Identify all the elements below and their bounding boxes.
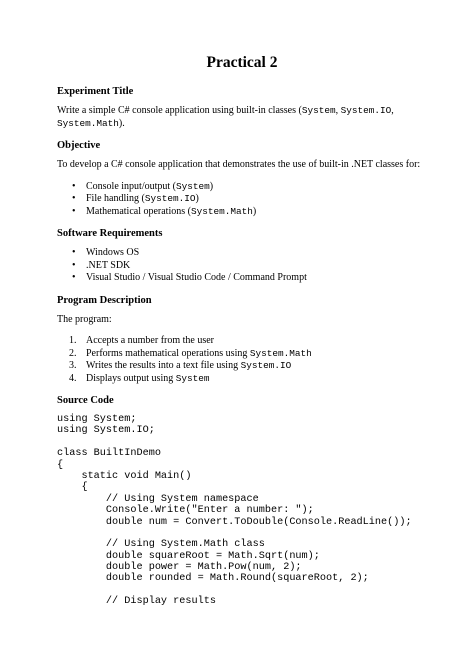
list-item: 4. Displays output using System bbox=[69, 372, 210, 384]
software-requirements-list bbox=[57, 247, 427, 285]
list-item: 1. Accepts a number from the user bbox=[69, 335, 215, 346]
list-item: • File handling (System.IO) bbox=[72, 193, 199, 204]
code-line: class BuiltInDemo bbox=[57, 448, 161, 460]
code-line bbox=[57, 528, 427, 539]
list-item: • Console input/output (System) bbox=[72, 180, 214, 192]
bullet-icon: • bbox=[72, 272, 76, 283]
program-steps-list bbox=[57, 335, 427, 385]
bullet-icon: • bbox=[72, 247, 76, 258]
objective-text: To develop a C# console application that demonstrates the use of built-in .NET classes for: bbox=[57, 159, 421, 170]
objective-list bbox=[57, 181, 427, 219]
list-item: • Mathematical operations (System.Math) bbox=[72, 205, 257, 217]
class-system-io: System.IO bbox=[340, 105, 392, 116]
experiment-title-heading: Experiment Title bbox=[57, 86, 134, 97]
code-line: double squareRoot = Math.Sqrt(num); bbox=[57, 550, 320, 562]
software-requirements-heading: Software Requirements bbox=[57, 228, 163, 239]
list-item: 2. Performs mathematical operations using System.Math bbox=[69, 347, 312, 359]
class-system: System bbox=[301, 105, 336, 116]
code-line: using System; bbox=[57, 414, 137, 425]
list-item: • Visual Studio / Visual Studio Code / Command Prompt bbox=[72, 272, 307, 283]
code-line bbox=[57, 585, 427, 596]
code-line: double rounded = Math.Round(squareRoot, 2); bbox=[57, 573, 369, 585]
code-line: // Display results bbox=[57, 596, 216, 608]
separator: , bbox=[335, 105, 341, 116]
class-system-math: System.Math bbox=[57, 117, 119, 129]
list-item: 3. Writes the results into a text file using System.IO bbox=[69, 360, 292, 371]
experiment-text-suffix: ). bbox=[118, 117, 125, 129]
separator: , bbox=[391, 105, 394, 116]
objective-heading: Objective bbox=[57, 140, 101, 151]
bullet-icon: • bbox=[72, 205, 76, 217]
code-line: Console.Write("Enter a number: "); bbox=[57, 505, 314, 517]
list-item: • .NET SDK bbox=[72, 259, 131, 271]
bullet-icon: • bbox=[72, 193, 76, 204]
code-line: double power = Math.Pow(num, 2); bbox=[57, 562, 302, 574]
code-line: double num = Convert.ToDouble(Console.ReadLine()); bbox=[57, 516, 412, 528]
code-line: using System.IO; bbox=[57, 425, 155, 437]
source-code-heading: Source Code bbox=[57, 395, 114, 406]
code-line: // Using System.Math class bbox=[57, 539, 265, 551]
code-line: // Using System namespace bbox=[57, 493, 259, 505]
source-code-block bbox=[57, 414, 427, 608]
program-intro: The program: bbox=[57, 313, 112, 325]
document-page bbox=[57, 54, 427, 608]
program-description-heading: Program Description bbox=[57, 294, 152, 306]
code-line: { bbox=[57, 482, 88, 494]
bullet-icon: • bbox=[72, 180, 76, 192]
code-line: static void Main() bbox=[57, 470, 192, 482]
experiment-text-prefix: Write a simple C# console application using built-in classes ( bbox=[57, 105, 302, 116]
document-title: Practical 2 bbox=[206, 54, 278, 71]
experiment-title-text bbox=[57, 105, 427, 130]
code-line: { bbox=[57, 459, 64, 471]
bullet-icon: • bbox=[72, 259, 76, 271]
code-line bbox=[57, 437, 427, 448]
list-item: • Windows OS bbox=[72, 247, 140, 258]
